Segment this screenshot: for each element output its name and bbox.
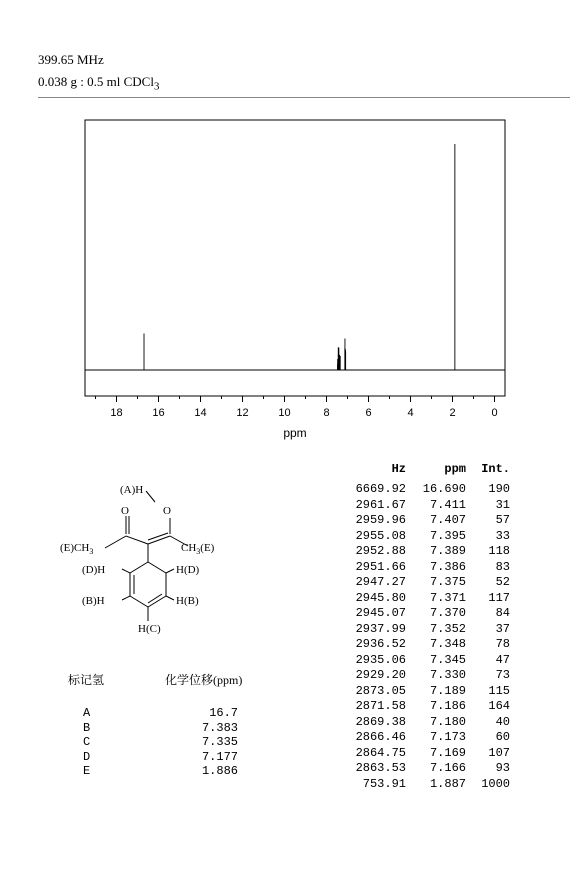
peak-hz: 2947.27 [355, 575, 406, 589]
methyl-right-text: CH [181, 542, 197, 554]
peak-int: 93 [495, 761, 510, 775]
spectrum-peaks [144, 144, 455, 370]
peak-table-row [326, 653, 510, 669]
peak-int: 84 [495, 606, 510, 620]
x-tick-label: 8 [323, 407, 330, 419]
peak-hz: 2955.08 [355, 528, 406, 543]
x-axis-tick-labels [110, 407, 497, 419]
assignment-label: D [83, 749, 91, 764]
peak-ppm: 7.348 [429, 637, 466, 651]
peak-hz: 2961.67 [355, 497, 406, 512]
methyl-left-subscript: 3 [89, 547, 94, 556]
assignment-label: A [83, 706, 91, 720]
concentration-subscript: 3 [153, 80, 160, 93]
peak-ppm: 1.887 [429, 776, 466, 791]
assignment-row [83, 750, 238, 765]
peak-ppm: 7.345 [429, 652, 466, 667]
peak-ppm: 7.370 [429, 606, 466, 620]
peak-hz: 2945.07 [355, 606, 406, 620]
peak-table-row [326, 513, 510, 529]
peak-table-row [326, 591, 510, 607]
peak-ppm: 7.375 [429, 575, 466, 589]
peak-table-body [326, 482, 510, 792]
peak-ppm: 7.180 [429, 714, 466, 729]
label-methyl-left [60, 542, 93, 556]
peak-table-row [326, 606, 510, 622]
peak-int: 1000 [481, 776, 510, 791]
x-tick-label: 14 [194, 407, 207, 419]
peak-table-row [326, 746, 510, 762]
peak-table-row [326, 529, 510, 545]
label-methyl-right [181, 542, 215, 556]
x-tick-label: 2 [449, 407, 456, 419]
peak-hz: 2871.58 [355, 699, 406, 713]
peak-table-row [326, 668, 510, 684]
peak-int: 40 [495, 714, 510, 729]
peak-hz: 2866.46 [355, 730, 406, 744]
col-ppm-header: ppm [444, 462, 466, 476]
peak-hz: 2873.05 [355, 683, 406, 698]
methyl-right-tail: (E) [200, 542, 215, 554]
label-hc: H(C) [138, 623, 161, 635]
peak-ppm: 7.166 [429, 761, 466, 775]
peak-table-row [326, 637, 510, 653]
assignment-label-header: 标记氢 [68, 673, 105, 687]
peak-ppm: 7.407 [429, 513, 466, 527]
assignment-row [83, 721, 238, 736]
peak-table-row [326, 560, 510, 576]
peak-int: 78 [495, 637, 510, 651]
label-ha: (A)H [120, 484, 144, 496]
label-oxygen-right: O [163, 505, 171, 517]
spectrometer-frequency: 399.65 MHz [38, 52, 104, 67]
x-tick-label: 12 [236, 407, 249, 419]
peak-hz: 2869.38 [355, 714, 406, 729]
x-tick-label: 10 [278, 407, 291, 419]
peak-int: 164 [488, 699, 510, 713]
peak-hz: 2863.53 [355, 761, 406, 775]
peak-ppm: 7.371 [429, 590, 466, 605]
peak-hz: 2929.20 [355, 668, 406, 682]
peak-ppm: 7.389 [429, 544, 466, 558]
peak-hz: 6669.92 [355, 482, 406, 496]
x-axis-ticks [96, 396, 495, 402]
label-hd-left: (D)H [82, 564, 106, 576]
assignment-label: E [83, 764, 91, 778]
peak-table-row [326, 575, 510, 591]
peak-int: 60 [495, 730, 510, 744]
peak-hz: 2945.80 [355, 590, 406, 605]
label-oxygen-left: O [121, 505, 129, 517]
peak-int: 73 [495, 668, 510, 682]
peak-list-table [326, 460, 510, 792]
peak-table-row [326, 715, 510, 731]
col-hz-header: Hz [391, 462, 406, 476]
assignment-shift: 7.383 [201, 720, 238, 735]
peak-ppm: 16.690 [422, 482, 466, 496]
peak-hz: 753.91 [362, 776, 406, 791]
peak-ppm: 7.395 [429, 528, 466, 543]
label-hd-right: H(D) [176, 564, 200, 576]
peak-hz: 2959.96 [355, 513, 406, 527]
x-tick-label: 18 [110, 407, 123, 419]
peak-ppm: 7.173 [429, 730, 466, 744]
assignment-shift-header: 化学位移(ppm) [165, 673, 243, 687]
x-tick-label: 0 [491, 407, 498, 419]
x-axis-label: ppm [283, 426, 307, 440]
peak-table-row [326, 622, 510, 638]
label-hb-right: H(B) [176, 595, 199, 607]
assignment-label: B [83, 720, 91, 735]
peak-ppm: 7.411 [429, 497, 466, 512]
peak-table-row [326, 730, 510, 746]
peak-int: 33 [495, 528, 510, 543]
peak-hz: 2952.88 [355, 544, 406, 558]
x-tick-label: 4 [407, 407, 414, 419]
assignment-label: C [83, 735, 91, 749]
x-tick-label: 6 [365, 407, 372, 419]
peak-int: 47 [495, 652, 510, 667]
peak-hz: 2951.66 [355, 559, 406, 574]
peak-ppm: 7.169 [429, 745, 466, 760]
peak-int: 117 [488, 590, 510, 605]
peak-hz: 2937.99 [355, 621, 406, 636]
peak-ppm: 7.386 [429, 559, 466, 574]
assignment-row [83, 735, 238, 750]
peak-table-row [326, 482, 510, 498]
assignment-shift: 1.886 [201, 764, 238, 778]
peak-ppm: 7.352 [429, 621, 466, 636]
assignment-table [83, 706, 238, 779]
assignment-row [83, 706, 238, 721]
peak-hz: 2936.52 [355, 637, 406, 651]
plot-frame [85, 120, 505, 396]
peak-table-row [326, 544, 510, 560]
x-tick-label: 16 [152, 407, 165, 419]
label-hb-left: (B)H [82, 595, 105, 607]
peak-int: 118 [488, 544, 510, 558]
peak-int: 83 [495, 559, 510, 574]
peak-table-row [326, 498, 510, 514]
peak-int: 115 [488, 683, 510, 698]
assignment-shift: 7.177 [201, 749, 238, 764]
peak-table-row [326, 777, 510, 793]
assignment-shift: 7.335 [201, 735, 238, 749]
peak-table-row [326, 761, 510, 777]
methyl-left-text: (E)CH [60, 542, 90, 554]
methyl-right-subscript: 3 [196, 547, 201, 556]
peak-int: 57 [495, 513, 510, 527]
peak-ppm: 7.186 [429, 699, 466, 713]
peak-int: 31 [495, 497, 510, 512]
peak-ppm: 7.189 [429, 683, 466, 698]
peak-table-row [326, 699, 510, 715]
concentration-text: 0.038 g : 0.5 ml CDCl [38, 74, 154, 89]
peak-ppm: 7.330 [429, 668, 466, 682]
peak-hz: 2864.75 [355, 745, 406, 760]
col-int-header: Int. [481, 462, 510, 476]
molecule-structure [60, 478, 260, 648]
peak-int: 190 [488, 482, 510, 496]
peak-int: 52 [495, 575, 510, 589]
peak-hz: 2935.06 [355, 652, 406, 667]
peak-table-header [326, 460, 510, 482]
peak-int: 37 [495, 621, 510, 636]
peak-table-row [326, 684, 510, 700]
assignment-shift: 16.7 [209, 706, 238, 720]
peak-int: 107 [488, 745, 510, 760]
assignment-row [83, 764, 238, 779]
